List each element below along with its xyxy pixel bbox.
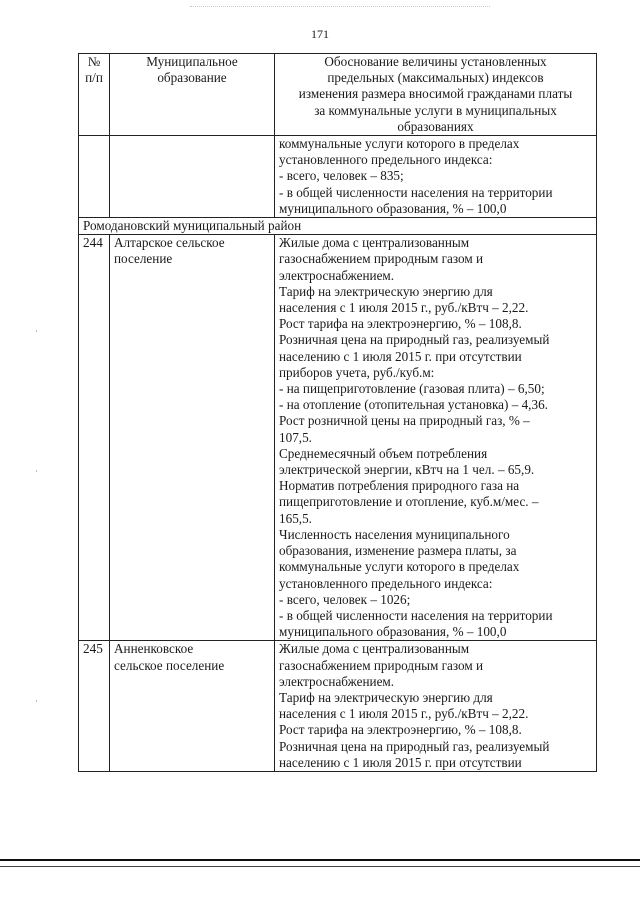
continuation-text-cell: коммунальные услуги которого в пределах установленного предельного индекса: - всего, человек – 835; - в общей численности населения на территории муниципального образования, % – 100,0 <box>275 136 597 218</box>
row-number: 245 <box>79 641 110 772</box>
table-header-row <box>79 54 597 136</box>
row-number: 244 <box>79 235 110 641</box>
table-row <box>79 641 597 772</box>
table-row <box>79 235 597 641</box>
footer-rule-thin <box>0 866 640 867</box>
page-number: 171 <box>311 27 329 41</box>
municipality-name: Алтарское сельское поселение <box>110 235 275 641</box>
justification-text: Жилые дома с централизованным газоснабжением природным газом и электроснабжением. Тариф на электрическую энергию для населения с 1 июля 2015 г., руб./кВтч – 2,22. Рост тарифа на электроэнергию, % – 108,8. Розничная цена на природный газ, реализуемый населению с 1 июля 2015 г. при отсутствии <box>275 641 597 772</box>
scan-artifact-line <box>190 6 490 8</box>
region-heading: Ромодановский муниципальный район <box>79 218 597 235</box>
continuation-num-cell <box>79 136 110 218</box>
justification-text: Жилые дома с централизованным газоснабжением природным газом и электроснабжением. Тариф на электрическую энергию для населения с 1 июля 2015 г., руб./кВтч – 2,22. Рост тарифа на электроэнергию, % – 108,8. Розничная цена на природный газ, реализуемый населению с 1 июля 2015 г. при отсутствии приборов учета, руб./куб.м: - на пищеприготовление (газовая плита) – 6,50; - на отопление (отопительная установка) – 4,36. Рост розничной цены на природный газ, % – 107,5. Среднемесячный объем потребления электрической энергии, кВтч на 1 чел. – 65,9. Норматив потребления природного газа на пищеприготовление и отопление, куб.м/мес. – 165,5. Численность населения муниципального образования, изменение размера платы, за коммунальные услуги которого в пределах установленного предельного индекса: - всего, человек – 1026; - в общей численности населения на территории муниципального образования, % – 100,0 <box>275 235 597 641</box>
scan-margin-mark <box>36 330 37 332</box>
continuation-row <box>79 136 597 218</box>
scan-margin-mark <box>36 470 37 472</box>
header-justification: Обоснование величины установленных предельных (максимальных) индексов изменения размера вносимой гражданами платы за коммунальные услуги в муниципальных образованиях <box>275 54 597 136</box>
scan-margin-mark <box>36 700 37 702</box>
continuation-name-cell <box>110 136 275 218</box>
region-heading-row <box>79 218 597 235</box>
footer-rule <box>0 859 640 861</box>
header-municipality: Муниципальное образование <box>110 54 275 136</box>
header-num: № п/п <box>79 54 110 136</box>
tariff-table <box>78 53 597 772</box>
municipality-name: Анненковское сельское поселение <box>110 641 275 772</box>
